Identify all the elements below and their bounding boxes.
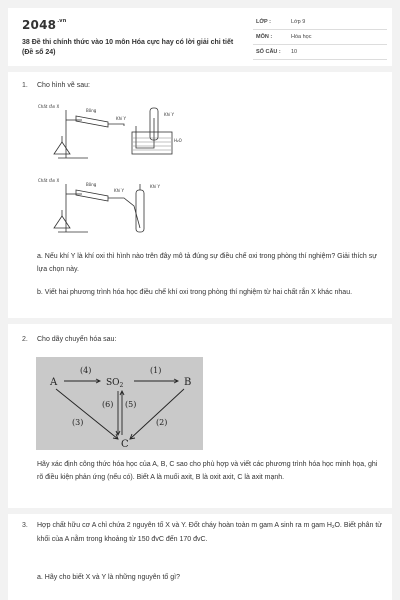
meta-row-class <box>253 15 387 30</box>
meta-value: 10 <box>291 49 298 55</box>
step-label: (6) <box>102 400 114 409</box>
scheme-so2: $SO_2$ <box>106 378 124 389</box>
step-label: (3) <box>72 418 84 427</box>
question-prompt: Cho hình vẽ sau: <box>37 82 90 89</box>
step-label: (4) <box>80 366 92 375</box>
meta-label: MÔN : <box>256 34 273 40</box>
label-khi-y: Khí Y <box>116 116 126 121</box>
question-2-body: Hãy xác định công thức hóa học của A, B, C sao cho phù hợp và viết các phương trình hóa học minh họa, ghi rõ điều kiện phản ứng (nếu có). Biết A là muối axit, B là oxit axit, C là axit mạnh. <box>37 461 378 481</box>
question-1-part-b: b. Viết hai phương trình hóa học điều chế khí oxi trong phòng thí nghiệm từ hai chất rắn X khác nhau. <box>37 289 353 296</box>
label-khi-y: Khí Y <box>164 112 174 117</box>
apparatus-diagram-2 <box>36 176 196 242</box>
label-chat-ran-x: Chất rắn X <box>38 104 60 109</box>
logo-text: 2048 <box>22 18 57 32</box>
question-card-3 <box>8 514 392 600</box>
meta-value: Lớp 9 <box>291 19 306 25</box>
question-prompt: Cho dãy chuyển hóa sau: <box>37 336 117 343</box>
apparatus-diagram-1 <box>36 102 196 168</box>
meta-label: SỐ CÂU : <box>256 49 281 55</box>
label-bong: Bông <box>86 108 97 113</box>
meta-row-count <box>253 45 387 60</box>
label-h2o: H₂O <box>174 138 182 143</box>
label-khi-y: Khí Y <box>150 184 160 189</box>
question-card-2 <box>8 324 392 508</box>
document-title: 38 Đề thi chính thức vào 10 môn Hóa cực hay có lời giải chi tiết (Đề số 24) <box>22 39 234 56</box>
header-card <box>8 8 392 66</box>
meta-row-subject <box>253 30 387 45</box>
question-1-part-a: a. Nếu khí Y là khí oxi thì hình nào trên đây mô tả đúng sự điều chế oxi trong phòng thí nghiệm? Giải thích sự lựa chọn này. <box>37 253 377 273</box>
question-number: 1. <box>22 82 28 89</box>
scheme-c: C <box>121 439 129 450</box>
label-khi-y: Khí Y <box>114 188 124 193</box>
label-bong: Bông <box>86 182 97 187</box>
conversion-scheme-diagram <box>36 357 203 450</box>
meta-value: Hóa học <box>291 34 312 40</box>
step-label: (2) <box>156 418 168 427</box>
scheme-a: A <box>50 377 58 388</box>
step-label: (1) <box>150 366 162 375</box>
question-number: 3. <box>22 522 28 529</box>
question-3-part-a: a. Hãy cho biết X và Y là những nguyên tố gì? <box>37 574 180 581</box>
site-logo[interactable] <box>22 18 67 32</box>
question-number: 2. <box>22 336 28 343</box>
question-3-body: Hợp chất hữu cơ A chỉ chứa 2 nguyên tố X và Y. Đốt cháy hoàn toàn m gam A sinh ra m gam $H_2O$. Biết phân tử khối của A nằm trong khoảng từ 150 đvC đến 170 đvC. <box>37 522 382 543</box>
label-chat-ran-x: Chất rắn X <box>38 178 60 183</box>
logo-suffix: .vn <box>57 18 67 24</box>
scheme-b: B <box>184 377 192 388</box>
question-card-1 <box>8 72 392 318</box>
step-label: (5) <box>125 400 137 409</box>
meta-label: LỚP : <box>256 19 271 25</box>
